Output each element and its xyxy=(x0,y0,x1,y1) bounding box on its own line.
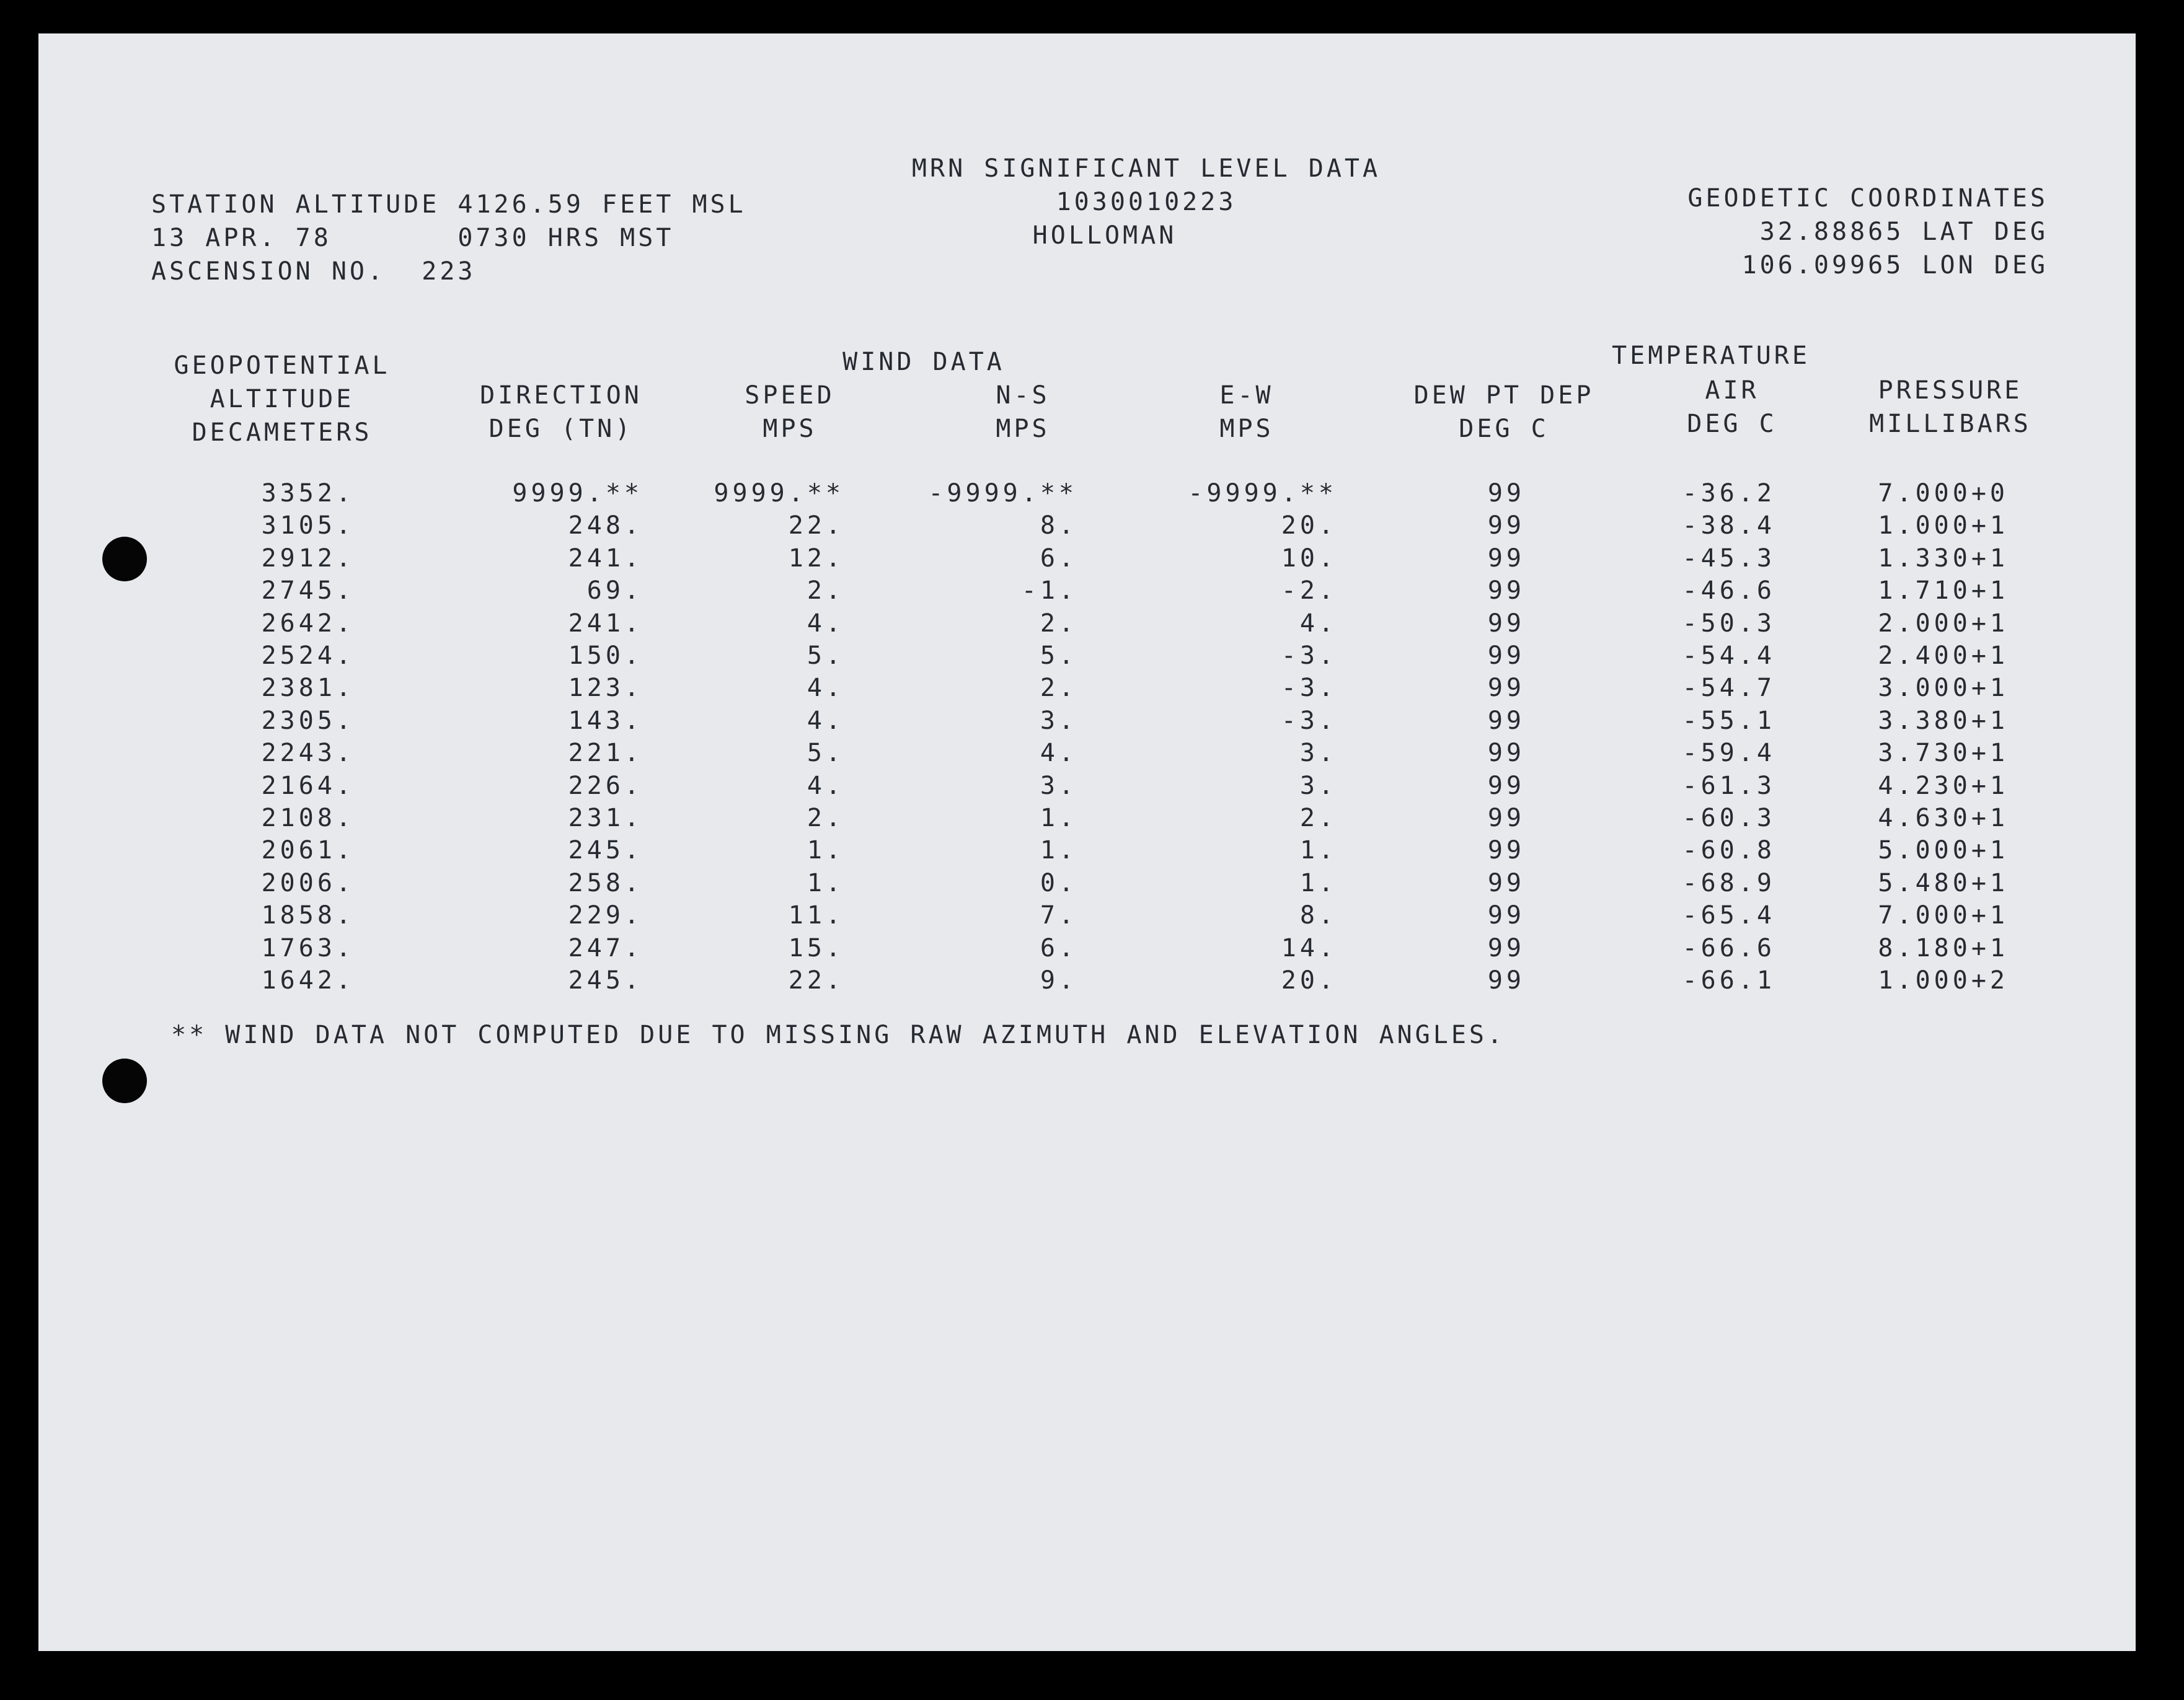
cell-altitude: 2243. xyxy=(261,739,355,767)
report-title: MRN SIGNIFICANT LEVEL DATA xyxy=(911,154,1381,183)
cell-pressure: 7.000+1 xyxy=(1878,901,2009,930)
col-ns-2: MPS xyxy=(996,415,1050,443)
cell-dew-point-dep: 99 xyxy=(1487,869,1525,897)
cell-ew: 3. xyxy=(1299,739,1337,767)
cell-direction: 229. xyxy=(568,901,643,930)
table-row xyxy=(38,741,2136,773)
table-row xyxy=(38,578,2136,610)
cell-direction: 9999.** xyxy=(512,479,643,508)
punch-hole-bottom xyxy=(102,1059,147,1103)
cell-speed: 11. xyxy=(788,901,844,930)
cell-ns: 3. xyxy=(1040,707,1077,735)
cell-direction: 248. xyxy=(568,511,643,540)
cell-air-temp: -45.3 xyxy=(1682,544,1775,573)
cell-altitude: 2305. xyxy=(261,707,355,735)
cell-ew: -3. xyxy=(1281,674,1337,702)
cell-speed: 1. xyxy=(807,869,844,897)
cell-altitude: 2912. xyxy=(261,544,355,573)
cell-altitude: 1642. xyxy=(261,966,355,995)
col-speed-1: SPEED xyxy=(745,381,835,410)
cell-direction: 69. xyxy=(586,576,643,605)
cell-air-temp: -66.1 xyxy=(1682,966,1775,995)
report-code: 1030010223 xyxy=(1056,188,1237,216)
cell-ns: 1. xyxy=(1040,804,1077,832)
cell-direction: 247. xyxy=(568,934,643,962)
cell-speed: 5. xyxy=(807,739,844,767)
cell-pressure: 8.180+1 xyxy=(1878,934,2009,962)
cell-ew: 4. xyxy=(1299,609,1337,638)
col-geopotential-2: ALTITUDE xyxy=(210,385,355,413)
cell-ns: 9. xyxy=(1040,966,1077,995)
cell-pressure: 1.000+2 xyxy=(1878,966,2009,995)
cell-direction: 123. xyxy=(568,674,643,702)
cell-direction: 245. xyxy=(568,966,643,995)
cell-ns: 5. xyxy=(1040,641,1077,670)
cell-ns: 0. xyxy=(1040,869,1077,897)
cell-air-temp: -50.3 xyxy=(1682,609,1775,638)
cell-direction: 143. xyxy=(568,707,643,735)
table-row xyxy=(38,676,2136,708)
cell-altitude: 2745. xyxy=(261,576,355,605)
cell-ew: -9999.** xyxy=(1188,479,1337,508)
latitude: 32.88865 LAT DEG xyxy=(1759,218,2048,246)
cell-ew: 20. xyxy=(1281,966,1337,995)
cell-ns: 3. xyxy=(1040,772,1077,800)
cell-ew: 20. xyxy=(1281,511,1337,540)
cell-pressure: 5.000+1 xyxy=(1878,836,2009,865)
cell-direction: 245. xyxy=(568,836,643,865)
table-row xyxy=(38,968,2136,1000)
cell-altitude: 2164. xyxy=(261,772,355,800)
col-direction-2: DEG (TN) xyxy=(489,415,634,443)
col-geopotential-3: DECAMETERS xyxy=(192,418,373,447)
col-dew-1: DEW PT DEP xyxy=(1413,381,1594,410)
cell-ns: 2. xyxy=(1040,674,1077,702)
cell-dew-point-dep: 99 xyxy=(1487,966,1525,995)
cell-dew-point-dep: 99 xyxy=(1487,674,1525,702)
cell-ew: -3. xyxy=(1281,707,1337,735)
cell-ns: 8. xyxy=(1040,511,1077,540)
cell-ew: 3. xyxy=(1299,772,1337,800)
cell-air-temp: -54.4 xyxy=(1682,641,1775,670)
cell-air-temp: -36.2 xyxy=(1682,479,1775,508)
cell-ns: 6. xyxy=(1040,544,1077,573)
wind-data-group: WIND DATA xyxy=(842,348,1005,376)
cell-air-temp: -66.6 xyxy=(1682,934,1775,962)
table-row xyxy=(38,903,2136,935)
cell-ew: -2. xyxy=(1281,576,1337,605)
cell-direction: 258. xyxy=(568,869,643,897)
col-pressure-2: MILLIBARS xyxy=(1869,410,2031,438)
site-name: HOLLOMAN xyxy=(1032,221,1177,250)
table-row xyxy=(38,611,2136,643)
cell-pressure: 3.730+1 xyxy=(1878,739,2009,767)
cell-speed: 15. xyxy=(788,934,844,962)
cell-pressure: 2.000+1 xyxy=(1878,609,2009,638)
cell-altitude: 3352. xyxy=(261,479,355,508)
cell-speed: 4. xyxy=(807,674,844,702)
col-direction-1: DIRECTION xyxy=(480,381,642,410)
col-ew-2: MPS xyxy=(1219,415,1274,443)
table-row xyxy=(38,546,2136,578)
cell-air-temp: -68.9 xyxy=(1682,869,1775,897)
cell-ew: 1. xyxy=(1299,836,1337,865)
cell-direction: 150. xyxy=(568,641,643,670)
cell-altitude: 3105. xyxy=(261,511,355,540)
cell-air-temp: -60.8 xyxy=(1682,836,1775,865)
cell-direction: 221. xyxy=(568,739,643,767)
cell-pressure: 2.400+1 xyxy=(1878,641,2009,670)
cell-air-temp: -55.1 xyxy=(1682,707,1775,735)
cell-dew-point-dep: 99 xyxy=(1487,641,1525,670)
cell-altitude: 2381. xyxy=(261,674,355,702)
cell-ns: 7. xyxy=(1040,901,1077,930)
col-geopotential-1: GEOPOTENTIAL xyxy=(174,351,391,380)
cell-altitude: 1763. xyxy=(261,934,355,962)
station-altitude: STATION ALTITUDE 4126.59 FEET MSL xyxy=(151,190,746,219)
ascension-number: ASCENSION NO. 223 xyxy=(151,257,476,286)
cell-dew-point-dep: 99 xyxy=(1487,934,1525,962)
cell-air-temp: -60.3 xyxy=(1682,804,1775,832)
temperature-group: TEMPERATURE xyxy=(1612,341,1810,370)
cell-air-temp: -46.6 xyxy=(1682,576,1775,605)
cell-speed: 1. xyxy=(807,836,844,865)
cell-dew-point-dep: 99 xyxy=(1487,901,1525,930)
cell-pressure: 4.630+1 xyxy=(1878,804,2009,832)
date-time: 13 APR. 78 0730 HRS MST xyxy=(151,224,674,252)
cell-ns: 2. xyxy=(1040,609,1077,638)
col-ew-1: E-W xyxy=(1219,381,1274,410)
cell-speed: 9999.** xyxy=(714,479,844,508)
cell-dew-point-dep: 99 xyxy=(1487,804,1525,832)
cell-direction: 241. xyxy=(568,544,643,573)
cell-dew-point-dep: 99 xyxy=(1487,836,1525,865)
cell-air-temp: -61.3 xyxy=(1682,772,1775,800)
cell-ns: 1. xyxy=(1040,836,1077,865)
cell-dew-point-dep: 99 xyxy=(1487,707,1525,735)
cell-speed: 12. xyxy=(788,544,844,573)
cell-ns: 4. xyxy=(1040,739,1077,767)
cell-pressure: 7.000+0 xyxy=(1878,479,2009,508)
table-row xyxy=(38,481,2136,513)
table-row xyxy=(38,773,2136,806)
cell-direction: 231. xyxy=(568,804,643,832)
cell-altitude: 2108. xyxy=(261,804,355,832)
cell-ns: 6. xyxy=(1040,934,1077,962)
cell-direction: 241. xyxy=(568,609,643,638)
cell-dew-point-dep: 99 xyxy=(1487,511,1525,540)
cell-air-temp: -54.7 xyxy=(1682,674,1775,702)
cell-speed: 22. xyxy=(788,966,844,995)
cell-altitude: 1858. xyxy=(261,901,355,930)
cell-pressure: 3.380+1 xyxy=(1878,707,2009,735)
cell-pressure: 3.000+1 xyxy=(1878,674,2009,702)
longitude: 106.09965 LON DEG xyxy=(1741,251,2048,280)
geodetic-title: GEODETIC COORDINATES xyxy=(1687,184,2048,213)
cell-pressure: 1.710+1 xyxy=(1878,576,2009,605)
cell-ew: 8. xyxy=(1299,901,1337,930)
footnote: ** WIND DATA NOT COMPUTED DUE TO MISSING RAW AZIMUTH AND ELEVATION ANGLES. xyxy=(171,1021,1506,1049)
cell-ew: 10. xyxy=(1281,544,1337,573)
cell-speed: 5. xyxy=(807,641,844,670)
cell-pressure: 4.230+1 xyxy=(1878,772,2009,800)
cell-dew-point-dep: 99 xyxy=(1487,544,1525,573)
cell-ew: 1. xyxy=(1299,869,1337,897)
cell-speed: 22. xyxy=(788,511,844,540)
cell-altitude: 2006. xyxy=(261,869,355,897)
cell-speed: 2. xyxy=(807,576,844,605)
cell-speed: 4. xyxy=(807,609,844,638)
cell-speed: 4. xyxy=(807,772,844,800)
cell-pressure: 5.480+1 xyxy=(1878,869,2009,897)
col-dew-2: DEG C xyxy=(1459,415,1549,443)
cell-pressure: 1.330+1 xyxy=(1878,544,2009,573)
cell-air-temp: -38.4 xyxy=(1682,511,1775,540)
cell-speed: 2. xyxy=(807,804,844,832)
cell-ew: 2. xyxy=(1299,804,1337,832)
cell-altitude: 2642. xyxy=(261,609,355,638)
table-row xyxy=(38,513,2136,545)
col-ns-1: N-S xyxy=(996,381,1050,410)
col-air-2: DEG C xyxy=(1687,410,1777,438)
table-row xyxy=(38,643,2136,676)
cell-altitude: 2061. xyxy=(261,836,355,865)
cell-air-temp: -59.4 xyxy=(1682,739,1775,767)
table-row xyxy=(38,838,2136,870)
cell-ew: -3. xyxy=(1281,641,1337,670)
col-pressure-1: PRESSURE xyxy=(1878,376,2023,405)
cell-altitude: 2524. xyxy=(261,641,355,670)
col-air-1: AIR xyxy=(1705,376,1759,405)
cell-direction: 226. xyxy=(568,772,643,800)
table-row xyxy=(38,806,2136,838)
cell-dew-point-dep: 99 xyxy=(1487,576,1525,605)
cell-dew-point-dep: 99 xyxy=(1487,609,1525,638)
printout-sheet xyxy=(38,33,2136,1651)
cell-ns: -9999.** xyxy=(928,479,1077,508)
cell-dew-point-dep: 99 xyxy=(1487,772,1525,800)
cell-ns: -1. xyxy=(1021,576,1077,605)
cell-ew: 14. xyxy=(1281,934,1337,962)
cell-speed: 4. xyxy=(807,707,844,735)
cell-air-temp: -65.4 xyxy=(1682,901,1775,930)
table-row xyxy=(38,936,2136,968)
table-row xyxy=(38,708,2136,741)
cell-dew-point-dep: 99 xyxy=(1487,739,1525,767)
table-row xyxy=(38,871,2136,903)
cell-pressure: 1.000+1 xyxy=(1878,511,2009,540)
cell-dew-point-dep: 99 xyxy=(1487,479,1525,508)
col-speed-2: MPS xyxy=(763,415,817,443)
